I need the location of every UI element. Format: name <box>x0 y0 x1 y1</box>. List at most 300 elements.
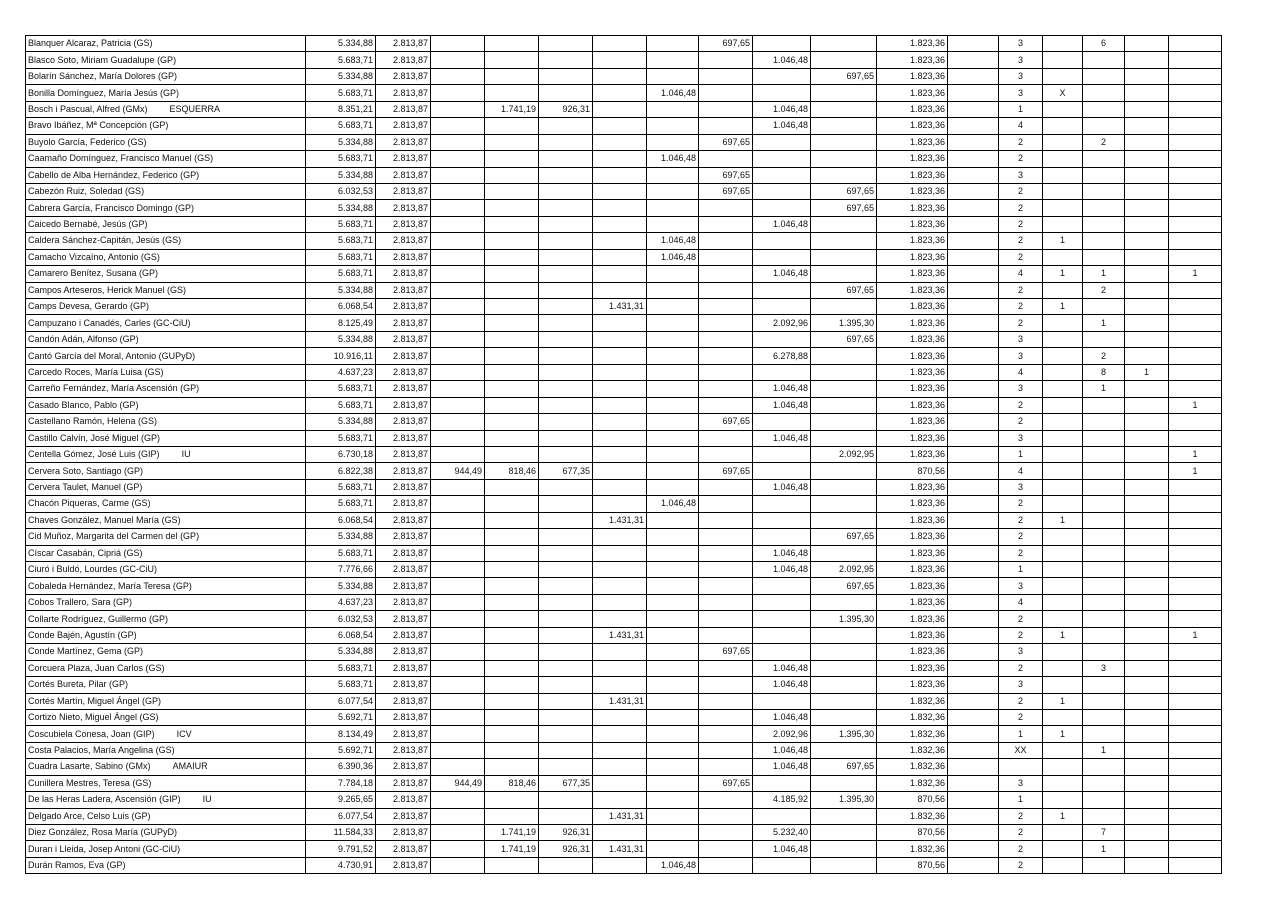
count-cell: 1 <box>1043 233 1083 249</box>
amount-cell <box>647 348 699 364</box>
amount-cell <box>485 644 539 660</box>
count-cell <box>1125 101 1169 117</box>
amount-cell <box>647 611 699 627</box>
table-row <box>26 397 1222 413</box>
amount-cell: 5.683,71 <box>306 479 376 495</box>
count-cell <box>1125 36 1169 52</box>
count-cell: 2 <box>999 529 1043 545</box>
amount-cell: 697,65 <box>699 183 753 199</box>
amount-cell: 2.813,87 <box>376 446 431 462</box>
count-cell <box>1083 299 1125 315</box>
count-cell <box>1083 726 1125 742</box>
deputy-name: Bonilla Domínguez, María Jesús (GP) <box>28 87 180 98</box>
count-cell <box>1169 282 1222 298</box>
amount-cell <box>811 545 877 561</box>
table-row <box>26 808 1222 824</box>
count-cell: 2 <box>999 134 1043 150</box>
amount-cell <box>593 331 647 347</box>
amount-cell: 1.823,36 <box>877 364 948 380</box>
amount-cell <box>948 677 999 693</box>
deputy-name: Cabrera García, Francisco Domingo (GP) <box>28 202 195 213</box>
count-cell <box>1043 101 1083 117</box>
table-row <box>26 841 1222 857</box>
deputy-name: Cantó García del Moral, Antonio (GUPyD) <box>28 350 196 361</box>
count-cell <box>1125 381 1169 397</box>
count-cell <box>1125 857 1169 873</box>
amount-cell <box>485 315 539 331</box>
deputy-name: Cervera Soto, Santiago (GP) <box>28 465 144 476</box>
amount-cell: 2.813,87 <box>376 430 431 446</box>
amount-cell <box>593 134 647 150</box>
amount-cell <box>647 841 699 857</box>
amount-cell <box>948 167 999 183</box>
count-cell <box>1125 299 1169 315</box>
amount-cell: 1.823,36 <box>877 594 948 610</box>
amount-cell <box>431 496 485 512</box>
amount-cell <box>431 397 485 413</box>
amount-cell: 6.278,88 <box>753 348 811 364</box>
amount-cell: 2.092,95 <box>811 562 877 578</box>
count-cell <box>1169 611 1222 627</box>
amount-cell <box>431 414 485 430</box>
amount-cell <box>753 414 811 430</box>
table-row <box>26 578 1222 594</box>
count-cell <box>1043 562 1083 578</box>
amount-cell: 4.637,23 <box>306 364 376 380</box>
amount-cell <box>753 446 811 462</box>
count-cell: 1 <box>1043 726 1083 742</box>
amount-cell <box>539 282 593 298</box>
amount-cell: 1.823,36 <box>877 118 948 134</box>
amount-cell <box>431 446 485 462</box>
count-cell: 1 <box>1169 446 1222 462</box>
count-cell: 1 <box>1083 841 1125 857</box>
amount-cell <box>647 644 699 660</box>
table-row <box>26 594 1222 610</box>
amount-cell <box>593 660 647 676</box>
amount-cell: 677,35 <box>539 775 593 791</box>
amount-cell <box>593 594 647 610</box>
count-cell <box>1169 677 1222 693</box>
amount-cell <box>699 315 753 331</box>
count-cell: 2 <box>999 200 1043 216</box>
count-cell <box>1043 545 1083 561</box>
amount-cell <box>948 726 999 742</box>
count-cell <box>1043 496 1083 512</box>
table-row <box>26 233 1222 249</box>
amount-cell: 2.813,87 <box>376 726 431 742</box>
deputy-name-cell <box>26 249 306 265</box>
amount-cell: 697,65 <box>811 183 877 199</box>
count-cell <box>1083 578 1125 594</box>
count-cell <box>1125 660 1169 676</box>
deputy-name-cell <box>26 381 306 397</box>
amount-cell: 818,46 <box>485 463 539 479</box>
count-cell <box>1043 430 1083 446</box>
deputy-name: Caldera Sánchez-Capitán, Jesús (GS) <box>28 235 182 246</box>
amount-cell: 2.813,87 <box>376 233 431 249</box>
amount-cell: 1.823,36 <box>877 446 948 462</box>
amount-cell <box>948 315 999 331</box>
count-cell: 2 <box>999 397 1043 413</box>
amount-cell: 1.823,36 <box>877 299 948 315</box>
deputy-name: Candón Adán, Alfonso (GP) <box>28 334 139 345</box>
amount-cell <box>431 578 485 594</box>
count-cell <box>1083 693 1125 709</box>
amount-cell <box>699 857 753 873</box>
deputy-name-cell <box>26 512 306 528</box>
amount-cell: 677,35 <box>539 463 593 479</box>
deputy-name-cell <box>26 611 306 627</box>
count-cell <box>1125 644 1169 660</box>
amount-cell: 1.823,36 <box>877 677 948 693</box>
deputy-name: Casado Blanco, Pablo (GP) <box>28 399 139 410</box>
count-cell <box>1043 742 1083 758</box>
table-row <box>26 200 1222 216</box>
amount-cell: 2.813,87 <box>376 266 431 282</box>
amount-cell <box>539 726 593 742</box>
amount-cell: 2.813,87 <box>376 594 431 610</box>
amount-cell: 5.683,71 <box>306 216 376 232</box>
amount-cell <box>431 562 485 578</box>
count-cell <box>1125 463 1169 479</box>
amount-cell <box>753 249 811 265</box>
amount-cell: 1.832,36 <box>877 759 948 775</box>
amount-cell <box>539 808 593 824</box>
deputy-name-cell <box>26 693 306 709</box>
amount-cell: 2.813,87 <box>376 709 431 725</box>
count-cell <box>1125 709 1169 725</box>
count-cell <box>1043 282 1083 298</box>
amount-cell: 5.334,88 <box>306 68 376 84</box>
count-cell: 3 <box>999 381 1043 397</box>
count-cell: 3 <box>999 348 1043 364</box>
amount-cell <box>593 397 647 413</box>
amount-cell: 1.823,36 <box>877 200 948 216</box>
amount-cell <box>647 463 699 479</box>
amount-cell <box>647 825 699 841</box>
amount-cell <box>431 233 485 249</box>
amount-cell <box>485 594 539 610</box>
amount-cell <box>811 151 877 167</box>
amount-cell <box>431 118 485 134</box>
count-cell <box>1169 512 1222 528</box>
count-cell <box>1043 36 1083 52</box>
count-cell <box>1083 52 1125 68</box>
amount-cell <box>699 430 753 446</box>
amount-cell <box>485 36 539 52</box>
amount-cell: 2.813,87 <box>376 545 431 561</box>
count-cell: 3 <box>1083 660 1125 676</box>
count-cell <box>1169 134 1222 150</box>
table-row <box>26 512 1222 528</box>
amount-cell: 5.683,71 <box>306 545 376 561</box>
amount-cell <box>539 414 593 430</box>
count-cell: 1 <box>999 726 1043 742</box>
amount-cell: 2.813,87 <box>376 151 431 167</box>
amount-cell: 697,65 <box>811 759 877 775</box>
amount-cell: 10.916,11 <box>306 348 376 364</box>
amount-cell <box>753 578 811 594</box>
amount-cell <box>753 85 811 101</box>
amount-cell: 1.046,48 <box>753 216 811 232</box>
amount-cell: 1.046,48 <box>647 151 699 167</box>
amount-cell: 926,31 <box>539 841 593 857</box>
count-cell <box>1083 331 1125 347</box>
amount-cell <box>948 742 999 758</box>
count-cell <box>1125 594 1169 610</box>
count-cell <box>1083 512 1125 528</box>
count-cell <box>1083 545 1125 561</box>
amount-cell: 2.092,96 <box>753 315 811 331</box>
deputy-name: Cobos Trallero, Sara (GP) <box>28 597 133 608</box>
deputy-name: Diez González, Rosa María (GUPyD) <box>28 827 178 838</box>
deputy-name-cell <box>26 331 306 347</box>
amount-cell: 1.431,31 <box>593 299 647 315</box>
amount-cell <box>753 775 811 791</box>
amount-cell <box>485 249 539 265</box>
amount-cell <box>647 331 699 347</box>
amount-cell <box>539 331 593 347</box>
amount-cell <box>699 611 753 627</box>
count-cell <box>1043 857 1083 873</box>
count-cell <box>1125 775 1169 791</box>
deputy-name-cell <box>26 364 306 380</box>
deputy-name-cell <box>26 85 306 101</box>
deputy-name: Bravo Ibáñez, Mª Concepción (GP) <box>28 120 169 131</box>
amount-cell <box>485 562 539 578</box>
amount-cell <box>811 167 877 183</box>
amount-cell <box>948 627 999 643</box>
amount-cell: 2.813,87 <box>376 364 431 380</box>
amount-cell <box>948 381 999 397</box>
count-cell <box>1169 200 1222 216</box>
amount-cell <box>539 52 593 68</box>
amount-cell <box>539 430 593 446</box>
amount-cell <box>539 709 593 725</box>
amount-cell <box>431 430 485 446</box>
deputy-name: Blanquer Alcaraz, Patricia (GS) <box>28 38 153 49</box>
amount-cell <box>647 775 699 791</box>
amount-cell <box>593 479 647 495</box>
amount-cell <box>485 677 539 693</box>
count-cell <box>1125 282 1169 298</box>
amount-cell: 5.334,88 <box>306 200 376 216</box>
amount-cell: 926,31 <box>539 825 593 841</box>
amount-cell <box>593 36 647 52</box>
table-row <box>26 118 1222 134</box>
amount-cell: 1.823,36 <box>877 611 948 627</box>
amount-cell: 2.813,87 <box>376 331 431 347</box>
amount-cell <box>539 233 593 249</box>
count-cell <box>1083 529 1125 545</box>
amount-cell <box>485 233 539 249</box>
count-cell: 4 <box>999 463 1043 479</box>
amount-cell <box>593 857 647 873</box>
amount-cell <box>485 496 539 512</box>
amount-cell: 1.823,36 <box>877 85 948 101</box>
count-cell <box>1169 545 1222 561</box>
amount-cell: 6.077,54 <box>306 693 376 709</box>
amount-cell <box>699 594 753 610</box>
count-cell <box>1043 68 1083 84</box>
count-cell: 8 <box>1083 364 1125 380</box>
amount-cell: 1.823,36 <box>877 545 948 561</box>
count-cell: 3 <box>999 677 1043 693</box>
amount-cell <box>699 364 753 380</box>
count-cell <box>1169 693 1222 709</box>
count-cell <box>1125 529 1169 545</box>
amount-cell: 870,56 <box>877 825 948 841</box>
amount-cell: 870,56 <box>877 792 948 808</box>
amount-cell: 1.046,48 <box>647 496 699 512</box>
deputy-name: Bosch i Pascual, Alfred (GMx) <box>28 103 148 114</box>
table-row <box>26 315 1222 331</box>
amount-cell <box>539 151 593 167</box>
amount-cell <box>811 233 877 249</box>
amount-cell <box>647 562 699 578</box>
amount-cell: 1.046,48 <box>753 742 811 758</box>
count-cell: 2 <box>1083 348 1125 364</box>
amount-cell <box>811 364 877 380</box>
amount-cell <box>699 200 753 216</box>
count-cell <box>1043 381 1083 397</box>
amount-cell <box>431 644 485 660</box>
count-cell <box>1125 611 1169 627</box>
amount-cell <box>647 299 699 315</box>
deputy-name: Castellano Ramón, Helena (GS) <box>28 416 158 427</box>
amount-cell: 1.431,31 <box>593 627 647 643</box>
amount-cell <box>593 315 647 331</box>
amount-cell <box>699 85 753 101</box>
amount-cell <box>948 693 999 709</box>
amount-cell <box>539 381 593 397</box>
amount-cell <box>948 512 999 528</box>
deputy-name-cell <box>26 792 306 808</box>
deputy-name: Coscubiela Conesa, Joan (GIP) <box>28 728 155 739</box>
amount-cell <box>539 118 593 134</box>
amount-cell: 1.823,36 <box>877 151 948 167</box>
table-row <box>26 825 1222 841</box>
count-cell <box>1125 85 1169 101</box>
count-cell <box>1043 759 1083 775</box>
deputy-name-cell <box>26 709 306 725</box>
count-cell <box>1043 644 1083 660</box>
count-cell <box>1083 792 1125 808</box>
count-cell <box>1083 101 1125 117</box>
amount-cell <box>699 693 753 709</box>
count-cell <box>1169 299 1222 315</box>
count-cell <box>1125 479 1169 495</box>
amount-cell <box>948 479 999 495</box>
amount-cell: 1.823,36 <box>877 578 948 594</box>
amount-cell <box>753 594 811 610</box>
amount-cell <box>948 611 999 627</box>
amount-cell: 2.813,87 <box>376 68 431 84</box>
amount-cell: 1.823,36 <box>877 627 948 643</box>
table-row <box>26 266 1222 282</box>
deputy-name-cell <box>26 183 306 199</box>
amount-cell: 5.334,88 <box>306 414 376 430</box>
amount-cell: 1.823,36 <box>877 134 948 150</box>
count-cell: 2 <box>999 282 1043 298</box>
amount-cell: 697,65 <box>811 529 877 545</box>
amount-cell: 2.813,87 <box>376 101 431 117</box>
amount-cell <box>647 36 699 52</box>
amount-cell: 1.823,36 <box>877 496 948 512</box>
amount-cell <box>699 578 753 594</box>
amount-cell <box>485 68 539 84</box>
amount-cell <box>699 545 753 561</box>
deputy-name-cell <box>26 775 306 791</box>
count-cell: 2 <box>1083 134 1125 150</box>
amount-cell <box>699 529 753 545</box>
count-cell: 4 <box>999 118 1043 134</box>
amount-cell <box>485 726 539 742</box>
amount-cell: 1.823,36 <box>877 479 948 495</box>
amount-cell <box>593 644 647 660</box>
count-cell <box>1043 578 1083 594</box>
table-row <box>26 151 1222 167</box>
amount-cell: 1.823,36 <box>877 249 948 265</box>
amount-cell: 2.813,87 <box>376 249 431 265</box>
amount-cell: 1.046,48 <box>753 841 811 857</box>
amount-cell <box>811 397 877 413</box>
amount-cell <box>485 709 539 725</box>
amount-cell <box>948 430 999 446</box>
deputy-name-cell <box>26 825 306 841</box>
amount-cell <box>948 216 999 232</box>
deputy-name-cell <box>26 841 306 857</box>
count-cell <box>1125 677 1169 693</box>
amount-cell <box>647 529 699 545</box>
count-cell <box>1043 414 1083 430</box>
amount-cell <box>647 660 699 676</box>
amount-cell <box>699 397 753 413</box>
amount-cell: 1.046,48 <box>753 562 811 578</box>
table-row <box>26 134 1222 150</box>
table-row <box>26 68 1222 84</box>
amount-cell <box>593 167 647 183</box>
count-cell: 2 <box>999 299 1043 315</box>
amount-cell <box>948 282 999 298</box>
count-cell: 2 <box>999 151 1043 167</box>
count-cell: 2 <box>999 545 1043 561</box>
amount-cell: 870,56 <box>877 463 948 479</box>
amount-cell <box>948 414 999 430</box>
count-cell <box>1083 397 1125 413</box>
count-cell <box>1125 266 1169 282</box>
deputy-name-cell <box>26 216 306 232</box>
amount-cell <box>539 249 593 265</box>
count-cell <box>1125 562 1169 578</box>
deputy-name-cell <box>26 167 306 183</box>
amount-cell: 2.813,87 <box>376 183 431 199</box>
amount-cell: 697,65 <box>811 282 877 298</box>
amount-cell: 2.813,87 <box>376 857 431 873</box>
amount-cell: 1.823,36 <box>877 233 948 249</box>
count-cell: 3 <box>999 430 1043 446</box>
amount-cell: 697,65 <box>699 644 753 660</box>
amount-cell: 5.334,88 <box>306 331 376 347</box>
amount-cell: 6.822,38 <box>306 463 376 479</box>
amount-cell <box>948 36 999 52</box>
count-cell <box>1083 216 1125 232</box>
amount-cell <box>753 463 811 479</box>
count-cell <box>1083 759 1125 775</box>
amount-cell <box>485 446 539 462</box>
count-cell <box>1043 825 1083 841</box>
